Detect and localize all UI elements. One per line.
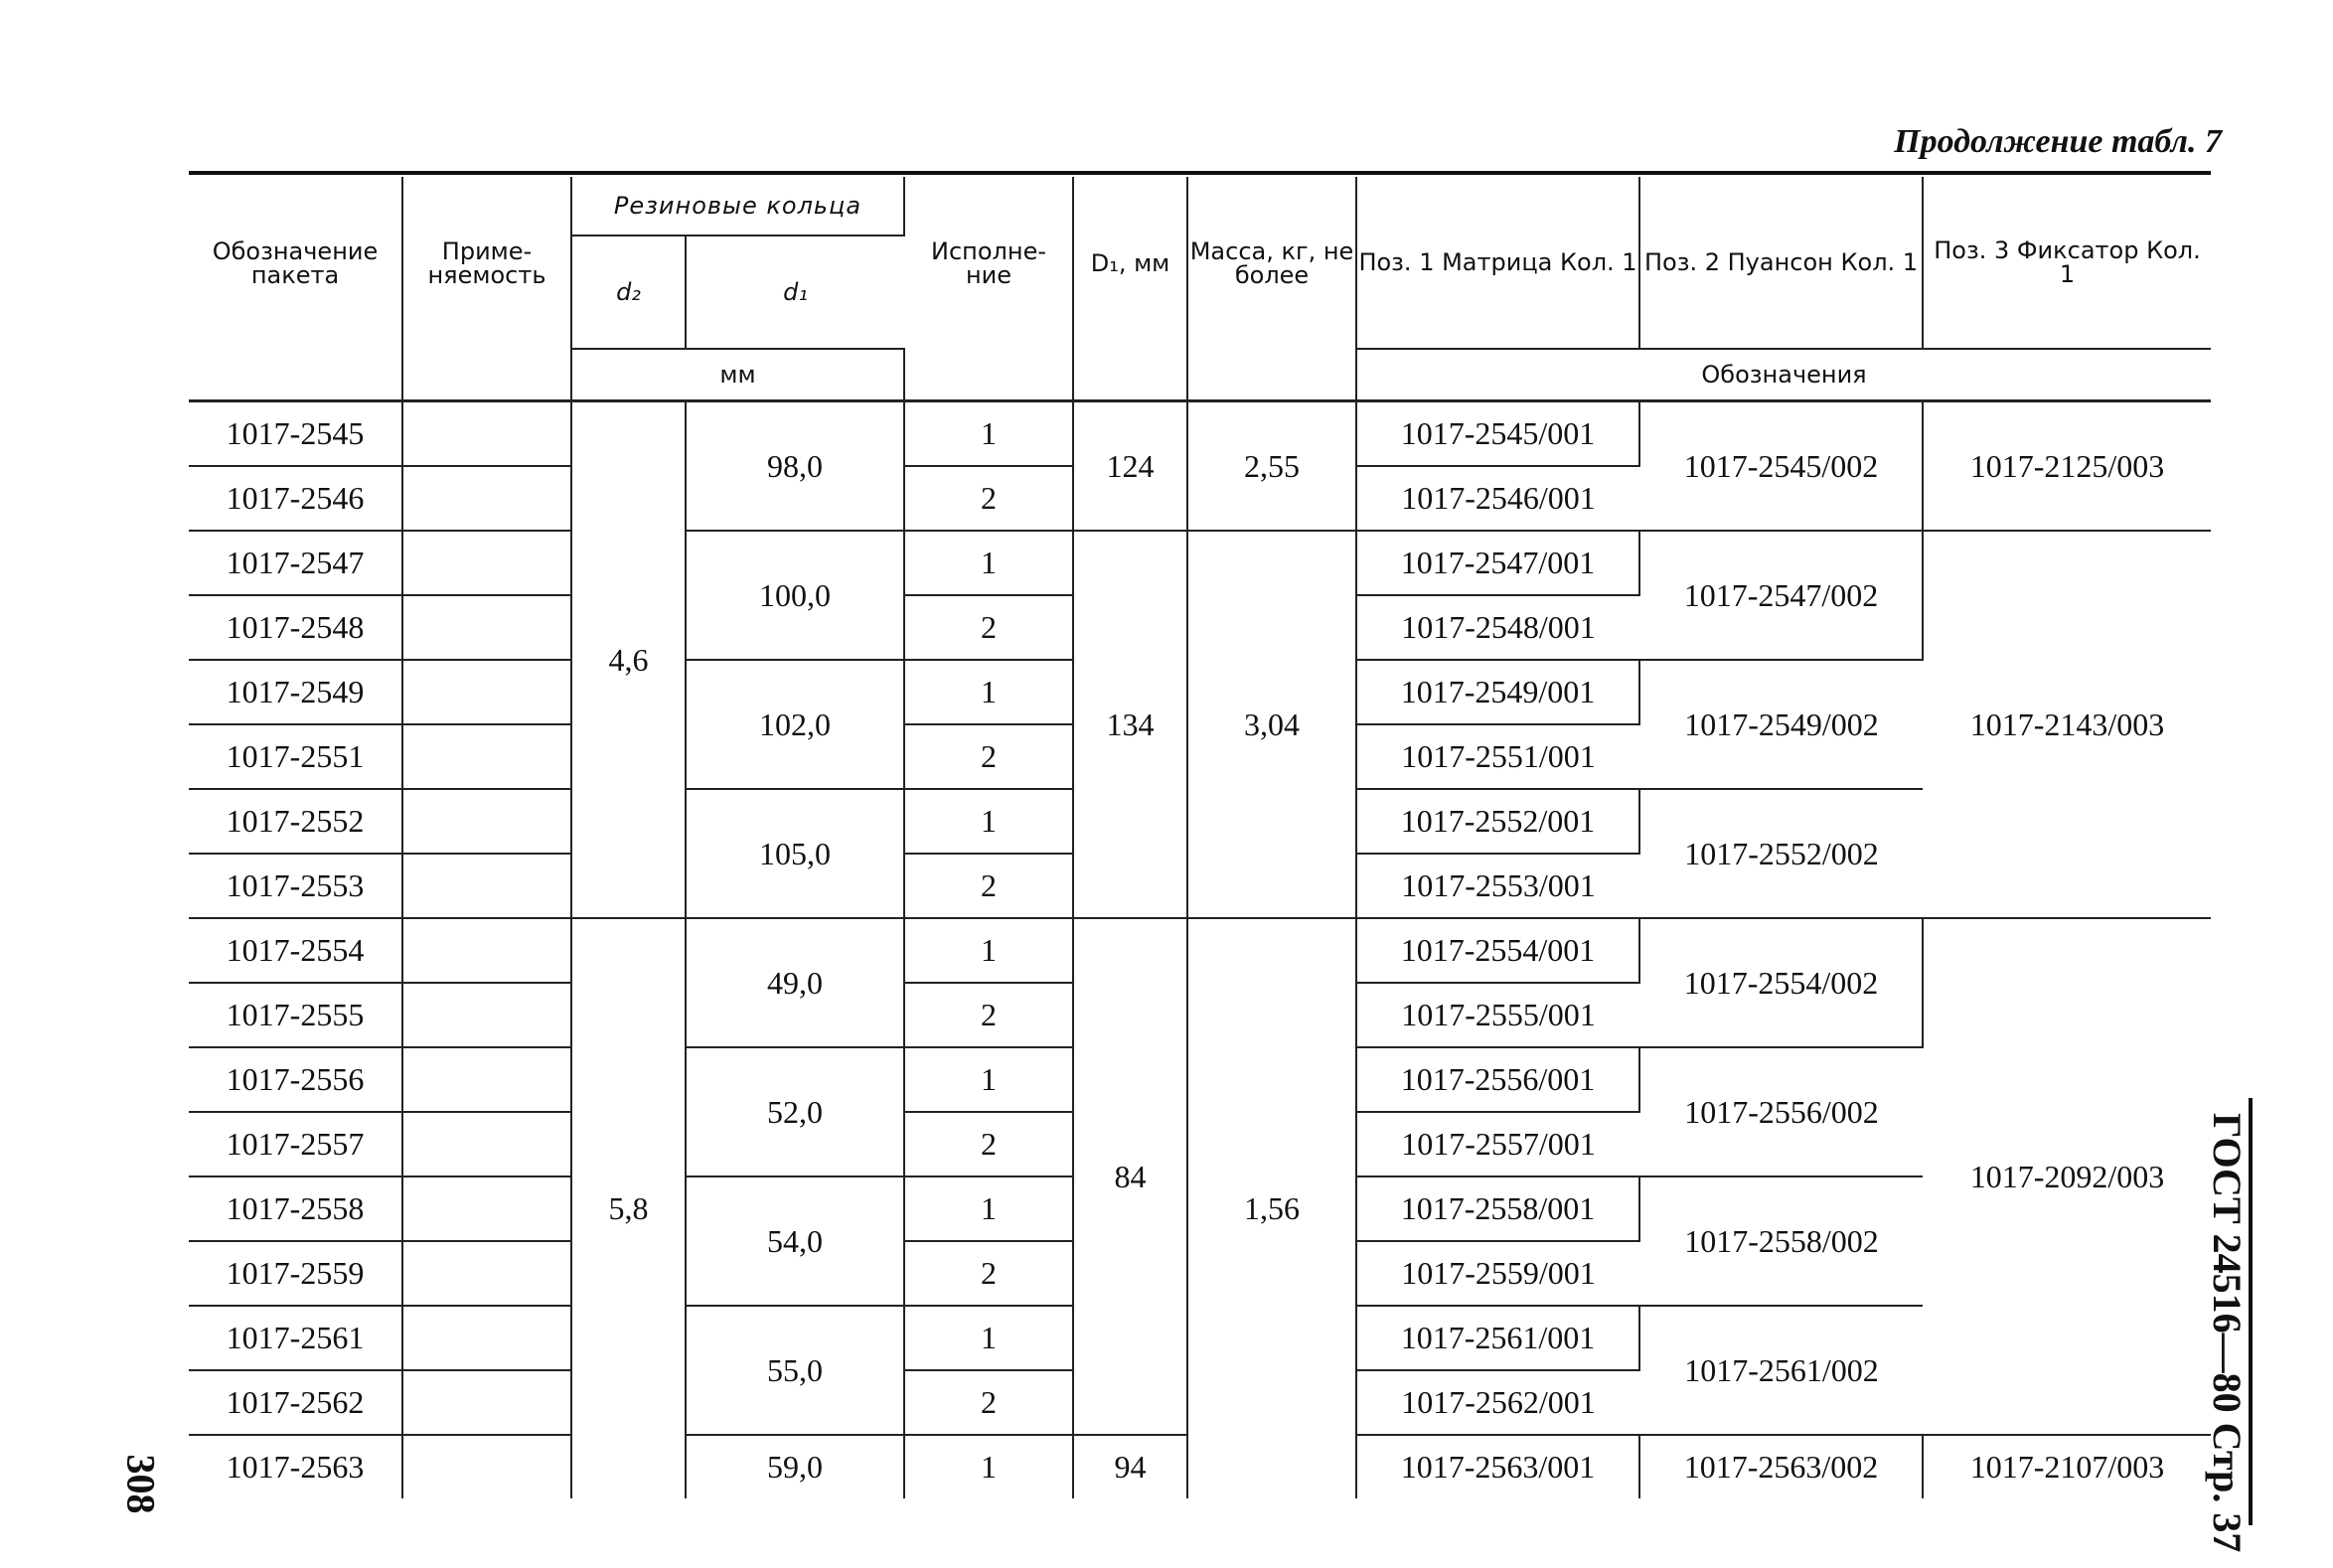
cell-code: 1017-2557: [189, 1112, 402, 1176]
cell-pos1: 1017-2556/001: [1356, 1047, 1639, 1112]
header-unit-spacer-4: [1073, 349, 1187, 401]
cell-pos1: 1017-2548/001: [1356, 595, 1639, 660]
cell-d1: 55,0: [686, 1306, 904, 1435]
cell-pos3: 1017-2125/003: [1923, 401, 2211, 532]
cell-d1: 54,0: [686, 1176, 904, 1306]
cell-version: 2: [904, 854, 1073, 918]
cell-d1: 49,0: [686, 918, 904, 1047]
cell-version: 2: [904, 466, 1073, 531]
cell-applicability: [402, 531, 571, 595]
header-designation: Обозначение пакета: [189, 177, 402, 349]
cell-mass: 2,55: [1187, 401, 1356, 532]
cell-version: 1: [904, 1176, 1073, 1241]
cell-version: 1: [904, 789, 1073, 854]
page-number: 308: [118, 1454, 164, 1514]
cell-code: 1017-2546: [189, 466, 402, 531]
cell-applicability: [402, 401, 571, 467]
cell-mass: 3,04: [1187, 531, 1356, 918]
header-designations: Обозначения: [1356, 349, 2211, 401]
cell-pos2: 1017-2556/002: [1639, 1047, 1923, 1176]
cell-D1: 124: [1073, 401, 1187, 532]
header-d2: d₂: [571, 235, 686, 349]
cell-version: 1: [904, 1306, 1073, 1370]
header-D1: D₁, мм: [1073, 177, 1187, 349]
cell-applicability: [402, 1370, 571, 1435]
cell-code: 1017-2555: [189, 983, 402, 1047]
cell-d2: 4,6: [571, 401, 686, 919]
table-row: [189, 918, 2211, 983]
cell-applicability: [402, 1176, 571, 1241]
cell-code: 1017-2549: [189, 660, 402, 724]
header-version: Исполне- ние: [904, 177, 1073, 349]
cell-pos2: 1017-2558/002: [1639, 1176, 1923, 1306]
cell-pos1: 1017-2545/001: [1356, 401, 1639, 467]
cell-d1: 102,0: [686, 660, 904, 789]
cell-code: 1017-2548: [189, 595, 402, 660]
cell-pos1: 1017-2554/001: [1356, 918, 1639, 983]
cell-version: 2: [904, 724, 1073, 789]
cell-pos1: 1017-2555/001: [1356, 983, 1639, 1047]
cell-pos2: 1017-2561/002: [1639, 1306, 1923, 1435]
cell-mass: 1,56: [1187, 918, 1356, 1498]
cell-pos1: 1017-2561/001: [1356, 1306, 1639, 1370]
cell-pos1: 1017-2553/001: [1356, 854, 1639, 918]
cell-applicability: [402, 789, 571, 854]
cell-code: 1017-2558: [189, 1176, 402, 1241]
header-unit-spacer-5: [1187, 349, 1356, 401]
cell-applicability: [402, 1047, 571, 1112]
cell-pos1: 1017-2547/001: [1356, 531, 1639, 595]
cell-code: 1017-2559: [189, 1241, 402, 1306]
cell-code: 1017-2553: [189, 854, 402, 918]
cell-version: 1: [904, 1047, 1073, 1112]
cell-pos1: 1017-2551/001: [1356, 724, 1639, 789]
table-caption: Продолжение табл. 7: [1894, 123, 2222, 160]
cell-d1: 52,0: [686, 1047, 904, 1176]
cell-pos1: 1017-2563/001: [1356, 1435, 1639, 1498]
header-pos2: Поз. 2 Пуансон Кол. 1: [1639, 177, 1923, 349]
cell-pos2: 1017-2547/002: [1639, 531, 1923, 660]
cell-pos2: 1017-2552/002: [1639, 789, 1923, 918]
top-rule: [189, 171, 2211, 175]
cell-code: 1017-2547: [189, 531, 402, 595]
header-applicability: Приме- няемость: [402, 177, 571, 349]
header-unit-spacer-2: [402, 349, 571, 401]
cell-code: 1017-2561: [189, 1306, 402, 1370]
cell-pos1: 1017-2549/001: [1356, 660, 1639, 724]
cell-pos3: 1017-2143/003: [1923, 531, 2211, 918]
table-row: [189, 401, 2211, 467]
cell-version: 1: [904, 401, 1073, 467]
cell-d1: 100,0: [686, 531, 904, 660]
cell-applicability: [402, 595, 571, 660]
cell-pos2: 1017-2545/002: [1639, 401, 1923, 532]
cell-version: 2: [904, 595, 1073, 660]
cell-pos3: 1017-2107/003: [1969, 1449, 2165, 1485]
header-pos1: Поз. 1 Матрица Кол. 1: [1356, 177, 1639, 349]
cell-d2: 5,8: [571, 918, 686, 1498]
header-unit-mm: мм: [571, 349, 904, 401]
cell-applicability: [402, 724, 571, 789]
header-unit-spacer-3: [904, 349, 1073, 401]
cell-version: 2: [904, 1241, 1073, 1306]
header-rubber-rings: Резиновые кольца: [571, 177, 904, 235]
cell-applicability: [402, 1112, 571, 1176]
cell-applicability: [402, 1241, 571, 1306]
cell-version: 2: [904, 1370, 1073, 1435]
cell-pos2: 1017-2549/002: [1639, 660, 1923, 789]
cell-code: 1017-2562: [189, 1370, 402, 1435]
cell-applicability: [402, 1435, 571, 1498]
cell-D1: 94: [1073, 1435, 1187, 1498]
cell-applicability: [402, 466, 571, 531]
cell-code: 1017-2545: [189, 401, 402, 467]
cell-applicability: [402, 918, 571, 983]
cell-pos1: 1017-2559/001: [1356, 1241, 1639, 1306]
cell-applicability: [402, 660, 571, 724]
cell-code: 1017-2556: [189, 1047, 402, 1112]
cell-d1: 98,0: [686, 401, 904, 532]
cell-version: 2: [904, 983, 1073, 1047]
cell-pos1: 1017-2562/001: [1356, 1370, 1639, 1435]
cell-pos1: 1017-2552/001: [1356, 789, 1639, 854]
parts-table: [189, 177, 2211, 1498]
side-label: ГОСТ 24516—80 Стр. 37: [2205, 1113, 2250, 1553]
cell-code: 1017-2554: [189, 918, 402, 983]
cell-code: 1017-2551: [189, 724, 402, 789]
cell-applicability: [402, 854, 571, 918]
cell-d1: 59,0: [686, 1435, 904, 1498]
cell-pos1: 1017-2546/001: [1356, 466, 1639, 531]
cell-version: 1: [904, 531, 1073, 595]
header-d1: d₁: [783, 278, 808, 306]
header-unit-spacer-1: [189, 349, 402, 401]
cell-version: 2: [904, 1112, 1073, 1176]
cell-pos3: 1017-2092/003: [1923, 918, 2211, 1435]
cell-applicability: [402, 1306, 571, 1370]
cell-version: 1: [904, 1435, 1073, 1498]
cell-d1: 105,0: [686, 789, 904, 918]
cell-code: 1017-2552: [189, 789, 402, 854]
cell-version: 1: [904, 918, 1073, 983]
cell-D1: 84: [1073, 918, 1187, 1435]
cell-pos2: 1017-2563/002: [1639, 1435, 1923, 1498]
cell-pos1: 1017-2557/001: [1356, 1112, 1639, 1176]
cell-version: 1: [904, 660, 1073, 724]
header-mass: Масса, кг, не более: [1187, 177, 1356, 349]
cell-pos2: 1017-2554/002: [1639, 918, 1923, 1047]
cell-pos1: 1017-2558/001: [1356, 1176, 1639, 1241]
cell-code: 1017-2563: [189, 1435, 402, 1498]
cell-applicability: [402, 983, 571, 1047]
cell-D1: 134: [1073, 531, 1187, 918]
table-row: [189, 531, 2211, 595]
header-pos3: Поз. 3 Фиксатор Кол. 1: [1934, 236, 2201, 288]
